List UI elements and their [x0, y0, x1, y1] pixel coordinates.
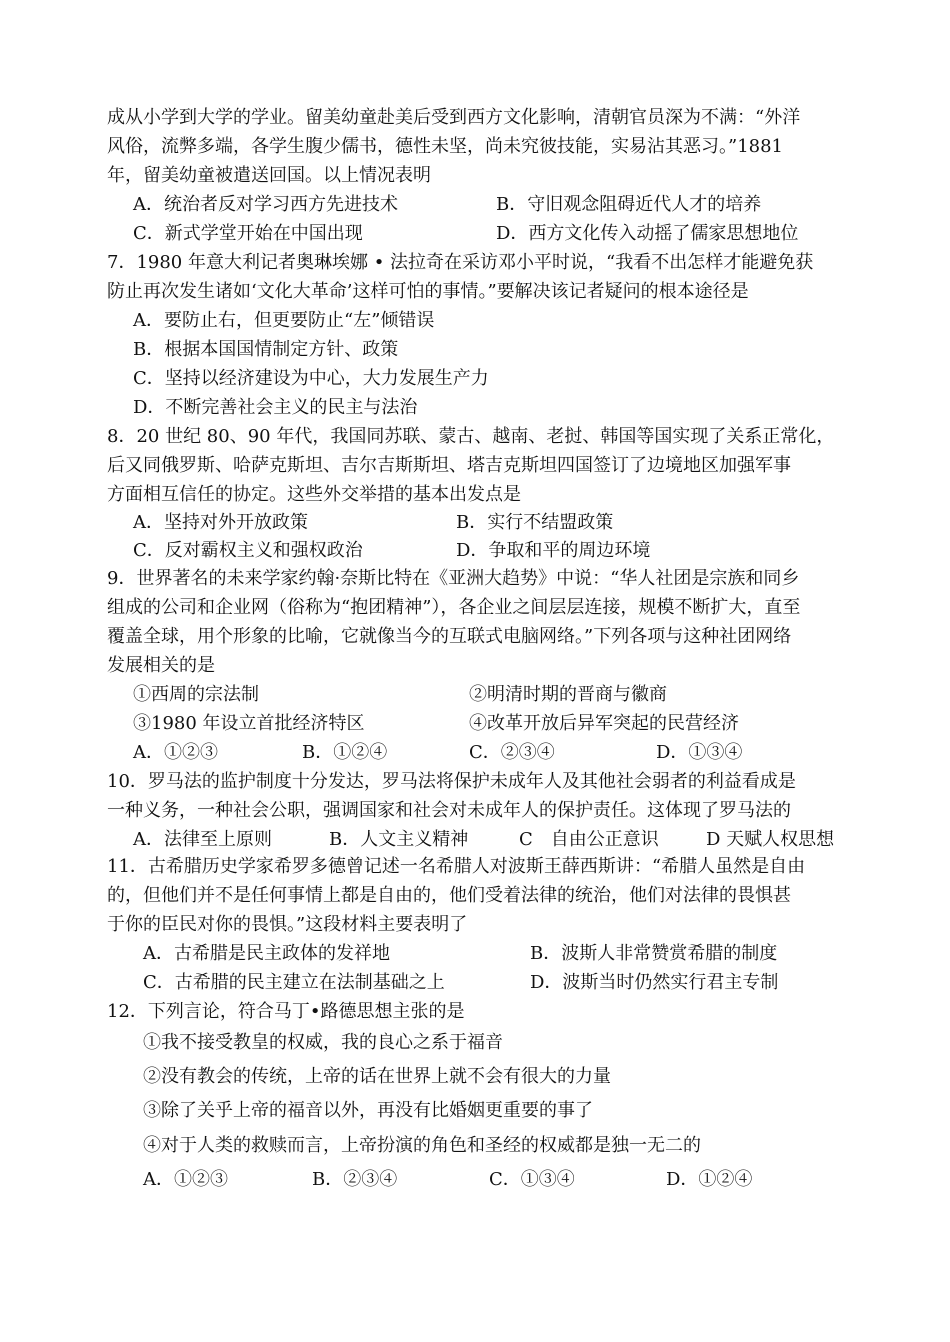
q12-option-a: A．①②③ — [143, 1169, 228, 1190]
q9-item-3: ③1980 年设立首批经济特区 — [133, 713, 365, 734]
q9-stem-line: 覆盖全球，用个形象的比喻，它就像当今的互联式电脑网络。”下列各项与这种社团网络 — [107, 626, 792, 647]
q11-option-c: C．古希腊的民主建立在法制基础之上 — [143, 972, 445, 993]
q7-stem-line: 防止再次发生诸如‘文化大革命’这样可怕的事情。”要解决该记者疑问的根本途径是 — [107, 281, 749, 302]
q9-stem-line: 9．世界著名的未来学家约翰·奈斯比特在《亚洲大趋势》中说：“华人社团是宗族和同乡 — [107, 568, 800, 589]
q7-option-d: D．不断完善社会主义的民主与法治 — [133, 397, 418, 418]
q9-item-2: ②明清时期的晋商与徽商 — [469, 684, 667, 705]
q12-item-1: ①我不接受教皇的权威，我的良心之系于福音 — [143, 1032, 503, 1053]
q8-stem-line: 后又同俄罗斯、哈萨克斯坦、吉尔吉斯斯坦、塔吉克斯坦四国签订了边境地区加强军事 — [107, 455, 791, 476]
q12-item-3: ③除了关乎上帝的福音以外，再没有比婚姻更重要的事了 — [143, 1100, 593, 1121]
q9-option-c: C．②③④ — [469, 742, 555, 763]
q8-option-d: D．争取和平的周边环境 — [456, 540, 651, 561]
q10-stem-line: 10．罗马法的监护制度十分发达，罗马法将保护未成年人及其他社会弱者的利益看成是 — [107, 771, 796, 792]
q8-option-a: A．坚持对外开放政策 — [133, 512, 308, 533]
q11-option-a: A．古希腊是民主政体的发祥地 — [143, 943, 390, 964]
q9-option-b: B．①②④ — [302, 742, 388, 763]
q6-stem-line: 年，留美幼童被遣送回国。以上情况表明 — [107, 165, 431, 186]
q9-option-d: D．①③④ — [656, 742, 743, 763]
q10-option-c: C 自由公正意识 — [519, 829, 659, 850]
q9-stem-line: 组成的公司和企业网（俗称为“抱团精神”），各企业之间层层连接，规模不断扩大，直至 — [107, 597, 801, 618]
q9-item-1: ①西周的宗法制 — [133, 684, 259, 705]
q12-item-2: ②没有教会的传统，上帝的话在世界上就不会有很大的力量 — [143, 1066, 611, 1087]
q7-option-a: A．要防止右，但更要防止“左”倾错误 — [133, 310, 435, 331]
q7-stem-line: 7．1980 年意大利记者奥琳埃娜 • 法拉奇在采访邓小平时说，“我看不出怎样才能避免获 — [107, 252, 814, 273]
q8-stem-line: 方面相互信任的协定。这些外交举措的基本出发点是 — [107, 484, 521, 505]
q10-option-a: A．法律至上原则 — [133, 829, 272, 850]
q12-item-4: ④对于人类的救赎而言，上帝扮演的角色和圣经的权威都是独一无二的 — [143, 1135, 701, 1156]
q11-option-b: B．波斯人非常赞赏希腊的制度 — [530, 943, 778, 964]
q11-stem-line: 于你的臣民对你的畏惧。”这段材料主要表明了 — [107, 914, 468, 935]
q6-stem-line: 风俗，流弊多端，各学生腹少儒书，德性未坚，尚未究彼技能，实易沾其恶习。”1881 — [107, 136, 784, 157]
q7-option-b: B．根据本国国情制定方针、政策 — [133, 339, 399, 360]
q10-option-b: B．人文主义精神 — [329, 829, 469, 850]
q12-stem-line: 12．下列言论，符合马丁•路德思想主张的是 — [107, 1001, 465, 1022]
q6-option-c: C．新式学堂开始在中国出现 — [133, 223, 363, 244]
q7-option-c: C．坚持以经济建设为中心，大力发展生产力 — [133, 368, 489, 389]
q12-option-b: B．②③④ — [312, 1169, 398, 1190]
q6-option-b: B．守旧观念阻碍近代人才的培养 — [496, 194, 762, 215]
q11-option-d: D．波斯当时仍然实行君主专制 — [530, 972, 779, 993]
q12-option-d: D．①②④ — [666, 1169, 753, 1190]
q10-option-d: D 天赋人权思想 — [706, 829, 835, 850]
q6-stem-line: 成从小学到大学的学业。留美幼童赴美后受到西方文化影响，清朝官员深为不满：“外洋 — [107, 107, 801, 128]
q8-option-b: B．实行不结盟政策 — [456, 512, 614, 533]
q9-stem-line: 发展相关的是 — [107, 655, 215, 676]
q11-stem-line: 的，但他们并不是任何事情上都是自由的，他们受着法律的统治，他们对法律的畏惧甚 — [107, 885, 791, 906]
q10-stem-line: 一种义务，一种社会公职，强调国家和社会对未成年人的保护责任。这体现了罗马法的 — [107, 800, 791, 821]
q8-option-c: C．反对霸权主义和强权政治 — [133, 540, 363, 561]
q12-option-c: C．①③④ — [489, 1169, 575, 1190]
q11-stem-line: 11．古希腊历史学家希罗多德曾记述一名希腊人对波斯王薛西斯讲：“希腊人虽然是自由 — [107, 856, 806, 877]
q8-stem-line: 8．20 世纪 80、90 年代，我国同苏联、蒙古、越南、老挝、韩国等国实现了关系正常化， — [107, 426, 835, 447]
q6-option-d: D．西方文化传入动摇了儒家思想地位 — [496, 223, 799, 244]
q6-option-a: A．统治者反对学习西方先进技术 — [133, 194, 398, 215]
q9-option-a: A．①②③ — [133, 742, 218, 763]
q9-item-4: ④改革开放后异军突起的民营经济 — [469, 713, 739, 734]
